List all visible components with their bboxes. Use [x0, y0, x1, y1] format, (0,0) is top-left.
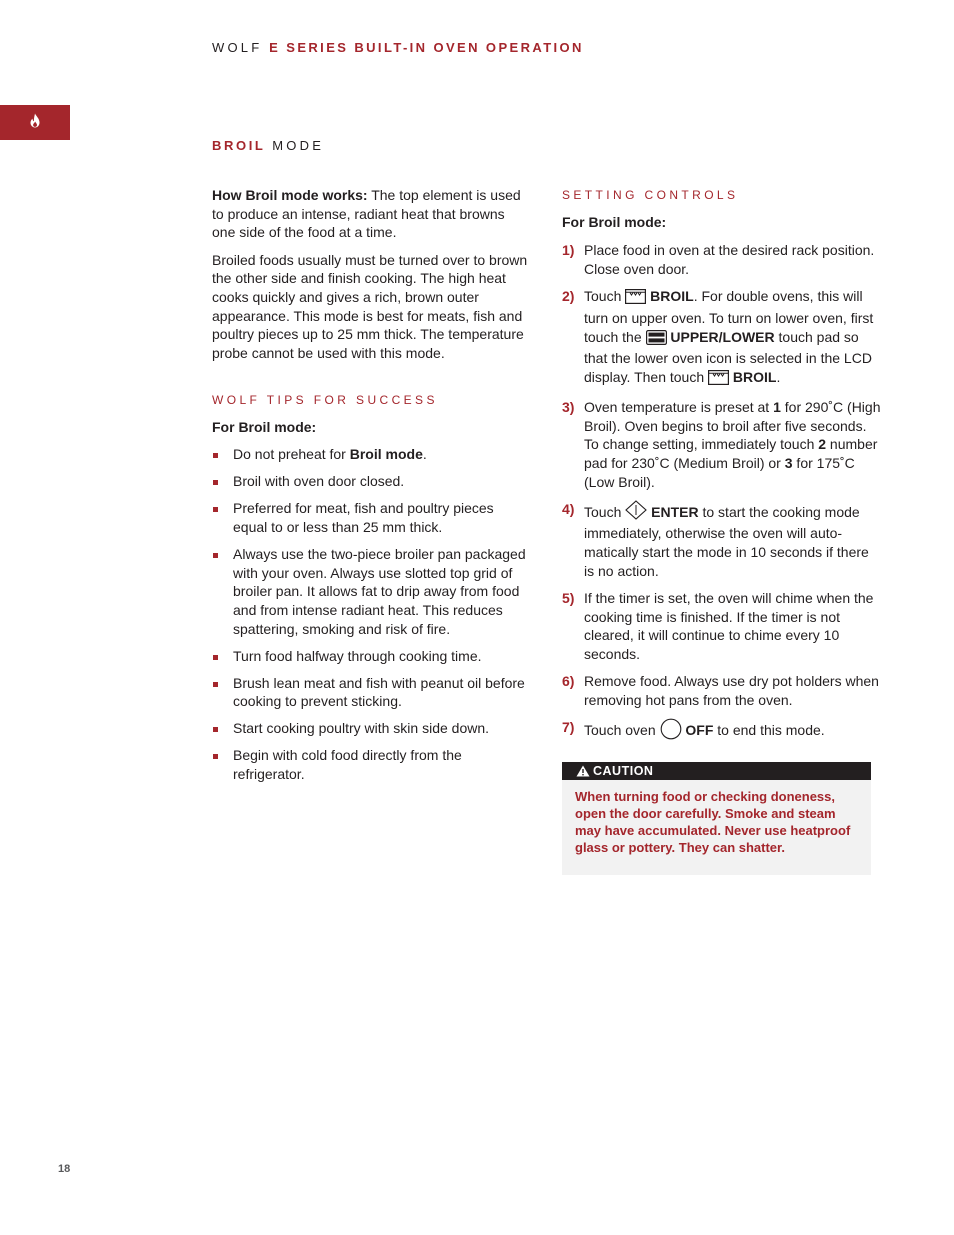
off-button-icon [660, 718, 682, 745]
step-text: touch pad so that the lower oven icon is selected in the LCD display. Then touch [584, 328, 872, 385]
intro-paragraph-2: Broiled foods usually must be turned over to brown the other side and finish cooking. The high heat cooks quickly and gives a rich, brown outer appearance. This mode is best for meats, fish and poultry pieces up to 25 mm thick. The temperature probe cannot be used with this mode. [212, 251, 528, 362]
step-text: Oven temperature is preset at [584, 398, 774, 415]
step-bold: 1 [773, 398, 781, 415]
controls-label: For Broil mode: [562, 213, 667, 230]
step-text: to end this mode. [713, 721, 825, 738]
page-number: 18 [58, 1163, 71, 1175]
tip-text: Preferred for meat, fish and poultry pieces equal to or less than 25 mm thick. [233, 500, 494, 535]
tip-text: Turn food halfway through cooking time. [233, 647, 482, 664]
step-3 [562, 398, 882, 492]
running-header [212, 40, 584, 55]
tip-text: Begin with cold food directly from the refrigerator. [233, 747, 462, 783]
step-6 [562, 672, 882, 709]
step-text: . [776, 368, 781, 385]
tip-bold: Broil mode [349, 446, 423, 463]
step-5 [562, 589, 882, 664]
step-2 [562, 287, 882, 390]
step-number: 7) [562, 718, 575, 735]
tip-text: Always use the two-piece broiler pan packaged with your oven. Always use slotted top grid of broiler pan. It allows fat to drip away from food and from intense radiant heat. This reduces spattering, smoking and risk of fire. [233, 545, 526, 637]
header-series: E SERIES BUILT-IN OVEN OPERATION [269, 40, 584, 55]
step-bold: 2 [818, 436, 827, 453]
bullet-icon [213, 480, 218, 485]
bullet-icon [213, 453, 218, 458]
list-item [212, 499, 530, 536]
list-item [212, 719, 530, 738]
bullet-icon [213, 727, 218, 732]
bullet-icon [213, 754, 218, 759]
tips-heading: WOLF TIPS FOR SUCCESS [212, 393, 438, 408]
step-7 [562, 718, 882, 745]
step-text: . For double ovens, this will turn on upper oven. To turn on lower oven, first touch the [584, 288, 874, 345]
tip-end: . [422, 446, 427, 463]
step-text: Remove food. Always use dry pot holders when removing hot pans from the oven. [584, 672, 879, 708]
step-text: If the timer is set, the oven will chime when the cooking time is finished. If the timer is not cleared, it will continue to chime every 10 seconds. [584, 589, 874, 662]
step-bold: 3 [784, 455, 793, 472]
section-title-bold: BROIL [212, 138, 266, 153]
list-item [212, 545, 530, 639]
bullet-icon [213, 655, 218, 660]
list-item [212, 674, 530, 711]
caution-label: CAUTION [593, 764, 654, 779]
caution-text: When turning food or checking doneness, open the door carefully. Smoke and steam may have accumulated. Never use heatproof glass or pottery. They can shatter. [575, 789, 851, 856]
enter-icon [625, 500, 647, 525]
tip-text: Broil with oven door closed. [233, 473, 405, 490]
broil-label: BROIL [732, 368, 777, 385]
tip-text: Brush lean meat and fish with peanut oil before cooking to prevent sticking. [233, 674, 525, 710]
step-text: for 175˚C (Low Broil). [584, 455, 855, 490]
section-tab [0, 105, 70, 140]
enter-label: ENTER [651, 503, 699, 520]
step-text: to start the cooking mode immediately, otherwise the oven will auto-matically start the mode in 10 seconds if there is no action. [584, 503, 869, 579]
off-label: OFF [685, 721, 714, 738]
step-1 [562, 241, 882, 278]
section-title [212, 138, 324, 153]
list-item [212, 647, 530, 666]
tip-text: Start cooking poultry with skin side down. [233, 720, 490, 737]
broil-icon [708, 370, 729, 390]
section-title-rest: MODE [272, 138, 325, 153]
intro-lead: How Broil mode works: [212, 187, 368, 203]
list-item [212, 746, 530, 783]
left-column [212, 186, 530, 792]
intro-lead-text: The top element is used to produce an intense, radiant heat that browns one side of the food at a time. [212, 187, 521, 241]
caution-box [562, 762, 871, 875]
list-item [212, 472, 530, 491]
intro-paragraph-1 [212, 186, 530, 242]
warning-triangle-icon [576, 765, 590, 777]
flame-icon [29, 113, 41, 133]
step-4 [562, 500, 882, 581]
tip-text: Do not preheat for [233, 446, 350, 463]
step-text: Touch oven [584, 721, 660, 738]
step-number: 3) [562, 398, 575, 415]
controls-heading: SETTING CONTROLS [562, 188, 739, 202]
upper-lower-icon [646, 330, 667, 350]
step-text: number pad for 230˚C (Medium Broil) or [584, 436, 878, 472]
bullet-icon [213, 507, 218, 512]
right-column [562, 186, 882, 875]
step-number: 5) [562, 589, 575, 606]
step-text: for 290˚C (High Broil). Oven begins to broil after five seconds. To change setting, immediately touch [584, 398, 881, 453]
list-item [212, 445, 530, 464]
header-brand: WOLF [212, 40, 263, 55]
step-number: 4) [562, 500, 575, 517]
step-number: 2) [562, 288, 575, 305]
step-text: Place food in oven at the desired rack position. Close oven door. [584, 242, 875, 278]
broil-label: BROIL [650, 288, 694, 305]
step-text: Touch [584, 288, 626, 305]
caution-header [562, 762, 871, 780]
broil-icon [625, 289, 646, 309]
step-number: 6) [562, 672, 575, 689]
step-number: 1) [562, 242, 575, 259]
bullet-icon [213, 682, 218, 687]
tips-label: For Broil mode: [212, 419, 317, 436]
tips-list [212, 445, 530, 784]
bullet-icon [213, 553, 218, 558]
step-text: Touch [584, 503, 626, 520]
steps-list [562, 241, 882, 744]
upper-lower-label: UPPER/LOWER [670, 328, 775, 345]
